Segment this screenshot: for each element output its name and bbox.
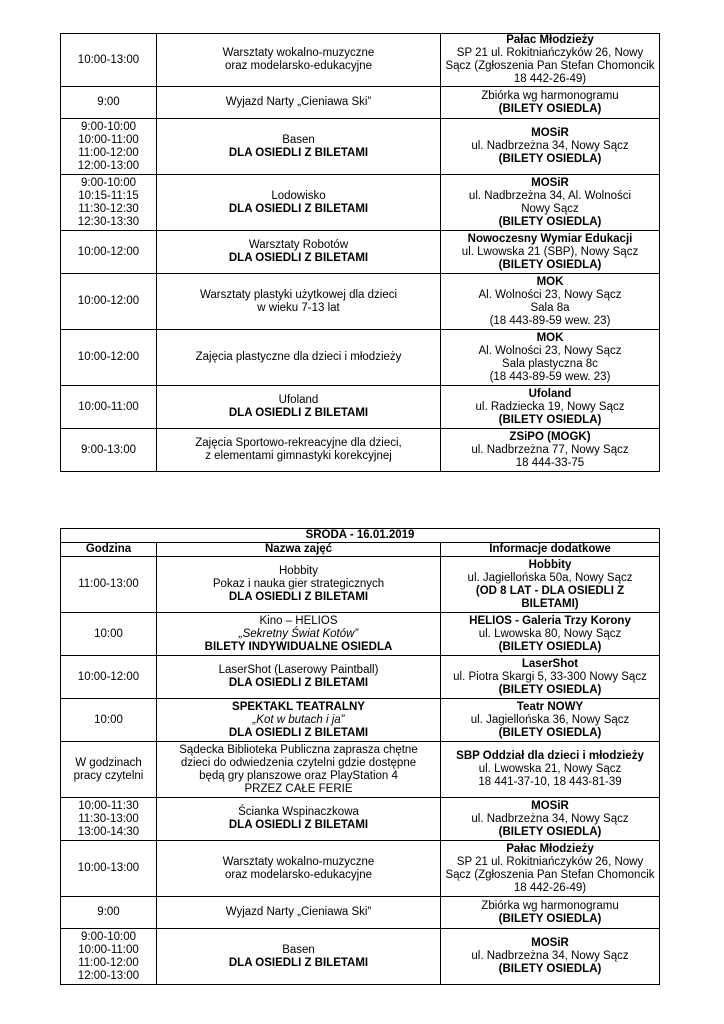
activity-line: DLA OSIEDLI Z BILETAMI xyxy=(228,677,369,689)
time-line: 10:00-12:00 xyxy=(77,351,140,363)
activity-line: Hobbity xyxy=(279,565,318,577)
activity-cell xyxy=(157,656,441,699)
activity-line: dzieci do odwiedzenia czytelni gdzie dostępne xyxy=(180,756,417,769)
info-cell xyxy=(441,175,660,231)
info-line: SBP Oddział dla dzieci i młodzieży xyxy=(456,750,644,762)
info-line: Ufoland xyxy=(528,387,572,400)
header-row xyxy=(61,543,660,557)
info-cell xyxy=(441,613,660,656)
time-line: 10:00-13:00 xyxy=(77,53,140,66)
activity-cell xyxy=(157,841,441,897)
info-line: MOSiR xyxy=(531,937,569,949)
info-line: Sącz (Zgłoszenia Pan Stefan Chomoncik xyxy=(445,868,655,881)
info-line: ul. Lwowska 21 (SBP), Nowy Sącz xyxy=(461,245,639,258)
info-line: ul. Radziecka 19, Nowy Sącz xyxy=(475,400,625,413)
info-line: 18 441-37-10, 18 443-81-39 xyxy=(478,776,622,788)
time-cell xyxy=(61,897,157,929)
time-cell xyxy=(61,798,157,841)
activity-line: DLA OSIEDLI Z BILETAMI xyxy=(228,146,369,159)
time-line: 9:00-10:00 xyxy=(81,930,136,943)
activity-line: „Sekretny Świat Kotów” xyxy=(238,627,359,640)
table-row xyxy=(61,231,660,274)
info-cell xyxy=(441,429,660,472)
activity-line: Basen xyxy=(282,943,315,956)
info-line: Al. Wolności 23, Nowy Sącz xyxy=(478,288,622,301)
activity-cell xyxy=(157,929,441,985)
info-line: (BILETY OSIEDLA) xyxy=(498,640,602,653)
info-line: (BILETY OSIEDLA) xyxy=(498,912,602,925)
info-line: BILETAMI) xyxy=(521,597,579,610)
info-line: (BILETY OSIEDLA) xyxy=(498,825,602,838)
table-row xyxy=(61,386,660,429)
table-row xyxy=(61,656,660,699)
info-line: ul. Piotra Skargi 5, 33-300 Nowy Sącz xyxy=(453,670,647,683)
time-line: 11:30-12:30 xyxy=(78,202,139,215)
info-cell xyxy=(441,742,660,798)
activity-line: DLA OSIEDLI Z BILETAMI xyxy=(228,726,369,739)
info-line: (BILETY OSIEDLA) xyxy=(498,963,602,975)
day-title-row xyxy=(61,529,660,543)
table-row xyxy=(61,699,660,742)
time-cell xyxy=(61,656,157,699)
table-row xyxy=(61,330,660,386)
activity-line: DLA OSIEDLI Z BILETAMI xyxy=(228,202,369,215)
time-line: 9:00-10:00 xyxy=(81,176,136,189)
activity-line: Basen xyxy=(282,133,315,146)
time-line: 10:00-11:00 xyxy=(78,400,139,413)
info-cell xyxy=(441,386,660,429)
header-name: Nazwa zajęć xyxy=(157,543,441,557)
activity-line: Ufoland xyxy=(278,394,319,406)
info-line: ul. Lwowska 21, Nowy Sącz xyxy=(478,763,622,775)
activity-line: PRZEZ CAŁE FERIE xyxy=(244,782,353,795)
activity-cell xyxy=(157,386,441,429)
time-cell xyxy=(61,87,157,119)
time-cell xyxy=(61,557,157,613)
activity-line: LaserShot (Laserowy Paintball) xyxy=(218,664,379,676)
info-line: ul. Lwowska 80, Nowy Sącz xyxy=(478,627,622,640)
activity-line: Sądecka Biblioteka Publiczna zaprasza chętne xyxy=(179,743,418,756)
activity-line: Ścianka Wspinaczkowa xyxy=(238,806,359,818)
info-cell xyxy=(441,699,660,742)
time-line: 10:00-12:00 xyxy=(77,245,140,258)
time-line: 11:00-13:00 xyxy=(78,578,139,590)
activity-line: Lodowisko xyxy=(271,189,326,202)
table-row xyxy=(61,613,660,656)
info-line: (18 443-89-59 wew. 23) xyxy=(489,370,611,383)
activity-cell xyxy=(157,274,441,330)
table-row xyxy=(61,798,660,841)
table-row xyxy=(61,87,660,119)
time-cell xyxy=(61,119,157,175)
activity-line: oraz modelarsko-edukacyjne xyxy=(224,868,373,881)
info-line: LaserShot xyxy=(521,657,579,670)
info-line: MOSiR xyxy=(531,799,569,812)
time-line: 9:00 xyxy=(97,96,120,108)
time-line: 10:00-12:00 xyxy=(77,295,140,307)
time-line: pracy czytelni xyxy=(73,769,144,782)
info-line: ul. Nadbrzeżna 34, Nowy Sącz xyxy=(471,140,629,152)
info-cell xyxy=(441,841,660,897)
activity-cell xyxy=(157,429,441,472)
activity-line: DLA OSIEDLI Z BILETAMI xyxy=(228,591,369,603)
info-line: SP 21 ul. Rokitniańczyków 26, Nowy xyxy=(456,47,644,59)
info-line: 18 442-26-49) xyxy=(513,881,587,894)
activity-line: DLA OSIEDLI Z BILETAMI xyxy=(228,407,369,419)
time-cell xyxy=(61,231,157,274)
schedule-table-body xyxy=(61,557,660,985)
time-line: 10:15-11:15 xyxy=(78,189,139,202)
activity-line: oraz modelarsko-edukacyjne xyxy=(224,60,373,72)
activity-cell xyxy=(157,119,441,175)
time-cell xyxy=(61,929,157,985)
day-title: ŚRODA - 16.01.2019 xyxy=(61,529,660,543)
header-info: Informacje dodatkowe xyxy=(441,543,660,557)
time-line: 11:00-12:00 xyxy=(78,146,139,159)
time-line: 12:00-13:00 xyxy=(77,159,140,172)
activity-line: Warsztaty wokalno-muzyczne xyxy=(222,47,375,59)
activity-line: DLA OSIEDLI Z BILETAMI xyxy=(228,819,369,831)
info-line: MOK xyxy=(536,275,564,288)
time-cell xyxy=(61,330,157,386)
info-line: (BILETY OSIEDLA) xyxy=(498,153,602,165)
time-cell xyxy=(61,699,157,742)
time-line: 10:00-11:00 xyxy=(78,133,139,146)
table-row xyxy=(61,557,660,613)
info-line: Pałac Młodzieży xyxy=(506,842,594,855)
info-line: (BILETY OSIEDLA) xyxy=(498,683,602,696)
info-line: MOSiR xyxy=(531,127,569,139)
time-line: 13:00-14:30 xyxy=(77,825,140,838)
info-cell xyxy=(441,929,660,985)
info-cell xyxy=(441,798,660,841)
header-time: Godzina xyxy=(61,543,157,557)
info-line: Teatr NOWY xyxy=(516,700,584,713)
activity-line: „Kot w butach i ja” xyxy=(252,713,345,726)
activity-cell xyxy=(157,87,441,119)
activity-cell xyxy=(157,798,441,841)
activity-cell xyxy=(157,34,441,87)
time-cell xyxy=(61,429,157,472)
activity-line: DLA OSIEDLI Z BILETAMI xyxy=(228,252,369,264)
activity-line: Warsztaty Robotów xyxy=(248,239,349,251)
table-head xyxy=(61,529,660,557)
time-line: 10:00 xyxy=(94,713,123,726)
activity-cell xyxy=(157,742,441,798)
info-line: Sala plastyczna 8c xyxy=(502,357,598,370)
schedule-table-wednesday xyxy=(60,528,660,985)
info-line: 18 442-26-49) xyxy=(513,73,587,85)
time-line: 11:30-13:00 xyxy=(78,812,139,825)
time-line: 9:00-10:00 xyxy=(81,120,136,133)
activity-cell xyxy=(157,330,441,386)
table-row xyxy=(61,175,660,231)
time-line: 12:30-13:30 xyxy=(77,215,140,228)
time-line: 12:00-13:00 xyxy=(77,969,140,982)
activity-line: DLA OSIEDLI Z BILETAMI xyxy=(228,956,369,969)
time-line: 9:00-13:00 xyxy=(81,443,136,456)
info-line: HELIOS - Galeria Trzy Korony xyxy=(469,614,631,627)
activity-cell xyxy=(157,557,441,613)
time-line: 10:00-11:00 xyxy=(78,943,139,956)
info-cell xyxy=(441,656,660,699)
info-cell xyxy=(441,231,660,274)
info-line: ZSiPO (MOGK) xyxy=(509,430,591,443)
time-line: 10:00-12:00 xyxy=(77,670,140,683)
table-row xyxy=(61,929,660,985)
time-cell xyxy=(61,34,157,87)
info-cell xyxy=(441,330,660,386)
schedule-table-continued xyxy=(60,33,660,472)
info-line: ul. Nadbrzeżna 34, Nowy Sącz xyxy=(471,812,629,825)
info-cell xyxy=(441,557,660,613)
info-cell xyxy=(441,119,660,175)
activity-cell xyxy=(157,897,441,929)
time-cell xyxy=(61,841,157,897)
info-line: Zbiórka wg harmonogramu xyxy=(481,899,619,912)
info-line: Zbiórka wg harmonogramu xyxy=(481,89,619,102)
table-row xyxy=(61,429,660,472)
time-line: 9:00 xyxy=(97,906,120,918)
table-row xyxy=(61,742,660,798)
info-line: Nowy Sącz xyxy=(521,202,579,215)
activity-line: z elementami gimnastyki korekcyjnej xyxy=(205,450,392,462)
info-line: Al. Wolności 23, Nowy Sącz xyxy=(478,344,622,357)
activity-line: Warsztaty wokalno-muzyczne xyxy=(222,855,375,868)
info-line: MOSiR xyxy=(531,176,569,189)
info-cell xyxy=(441,87,660,119)
table-row xyxy=(61,897,660,929)
info-line: Sącz (Zgłoszenia Pan Stefan Chomoncik xyxy=(445,60,655,72)
info-line: MOK xyxy=(536,331,564,344)
info-line: ul. Jagiellońska 50a, Nowy Sącz xyxy=(467,571,633,584)
table-row xyxy=(61,34,660,87)
info-line: ul. Nadbrzeżna 77, Nowy Sącz xyxy=(471,443,629,456)
activity-line: Wyjazd Narty „Cieniawa Ski” xyxy=(225,906,372,918)
info-line: (BILETY OSIEDLA) xyxy=(498,726,602,739)
activity-line: będą gry planszowe oraz PlayStation 4 xyxy=(199,769,398,782)
info-line: ul. Jagiellońska 36, Nowy Sącz xyxy=(470,713,630,726)
time-cell xyxy=(61,613,157,656)
activity-line: Zajęcia plastyczne dla dzieci i młodzieży xyxy=(195,351,402,363)
activity-cell xyxy=(157,613,441,656)
info-cell xyxy=(441,897,660,929)
activity-line: Zajęcia Sportowo-rekreacyjne dla dzieci, xyxy=(195,437,402,449)
time-line: W godzinach xyxy=(75,756,142,769)
activity-line: Kino – HELIOS xyxy=(259,614,338,627)
info-line: (18 443-89-59 wew. 23) xyxy=(489,314,611,327)
info-line: Hobbity xyxy=(528,558,572,571)
info-line: (BILETY OSIEDLA) xyxy=(498,102,602,115)
info-line: 18 444-33-75 xyxy=(515,456,585,469)
info-line: (BILETY OSIEDLA) xyxy=(498,258,602,271)
activity-line: SPEKTAKL TEATRALNY xyxy=(232,700,365,713)
info-cell xyxy=(441,34,660,87)
info-line: (BILETY OSIEDLA) xyxy=(498,215,602,228)
activity-cell xyxy=(157,175,441,231)
table-row xyxy=(61,274,660,330)
activity-line: Wyjazd Narty „Cieniawa Ski” xyxy=(225,96,372,108)
activity-line: Warsztaty plastyki użytkowej dla dzieci xyxy=(199,288,398,301)
info-line: Pałac Młodzieży xyxy=(506,34,594,46)
table-row xyxy=(61,841,660,897)
time-line: 11:00-12:00 xyxy=(78,956,139,969)
activity-line: Pokaz i nauka gier strategicznych xyxy=(212,578,385,590)
info-line: Nowoczesny Wymiar Edukacji xyxy=(467,232,633,245)
time-cell xyxy=(61,386,157,429)
time-line: 10:00-11:30 xyxy=(78,799,139,812)
info-line: ul. Nadbrzeżna 34, Al. Wolności xyxy=(468,189,632,202)
time-cell xyxy=(61,175,157,231)
info-cell xyxy=(441,274,660,330)
activity-cell xyxy=(157,231,441,274)
table-row xyxy=(61,119,660,175)
time-line: 10:00-13:00 xyxy=(77,862,140,874)
time-cell xyxy=(61,742,157,798)
schedule-table-body xyxy=(61,34,660,472)
time-line: 10:00 xyxy=(94,627,123,640)
info-line: Sala 8a xyxy=(530,301,570,314)
info-line: (BILETY OSIEDLA) xyxy=(498,413,602,426)
info-line: (OD 8 LAT - DLA OSIEDLI Z xyxy=(475,584,625,597)
activity-cell xyxy=(157,699,441,742)
info-line: SP 21 ul. Rokitniańczyków 26, Nowy xyxy=(456,855,644,868)
time-cell xyxy=(61,274,157,330)
activity-line: BILETY INDYWIDUALNE OSIEDLA xyxy=(204,640,393,653)
activity-line: w wieku 7-13 lat xyxy=(257,301,340,314)
info-line: ul. Nadbrzeżna 34, Nowy Sącz xyxy=(471,950,629,962)
